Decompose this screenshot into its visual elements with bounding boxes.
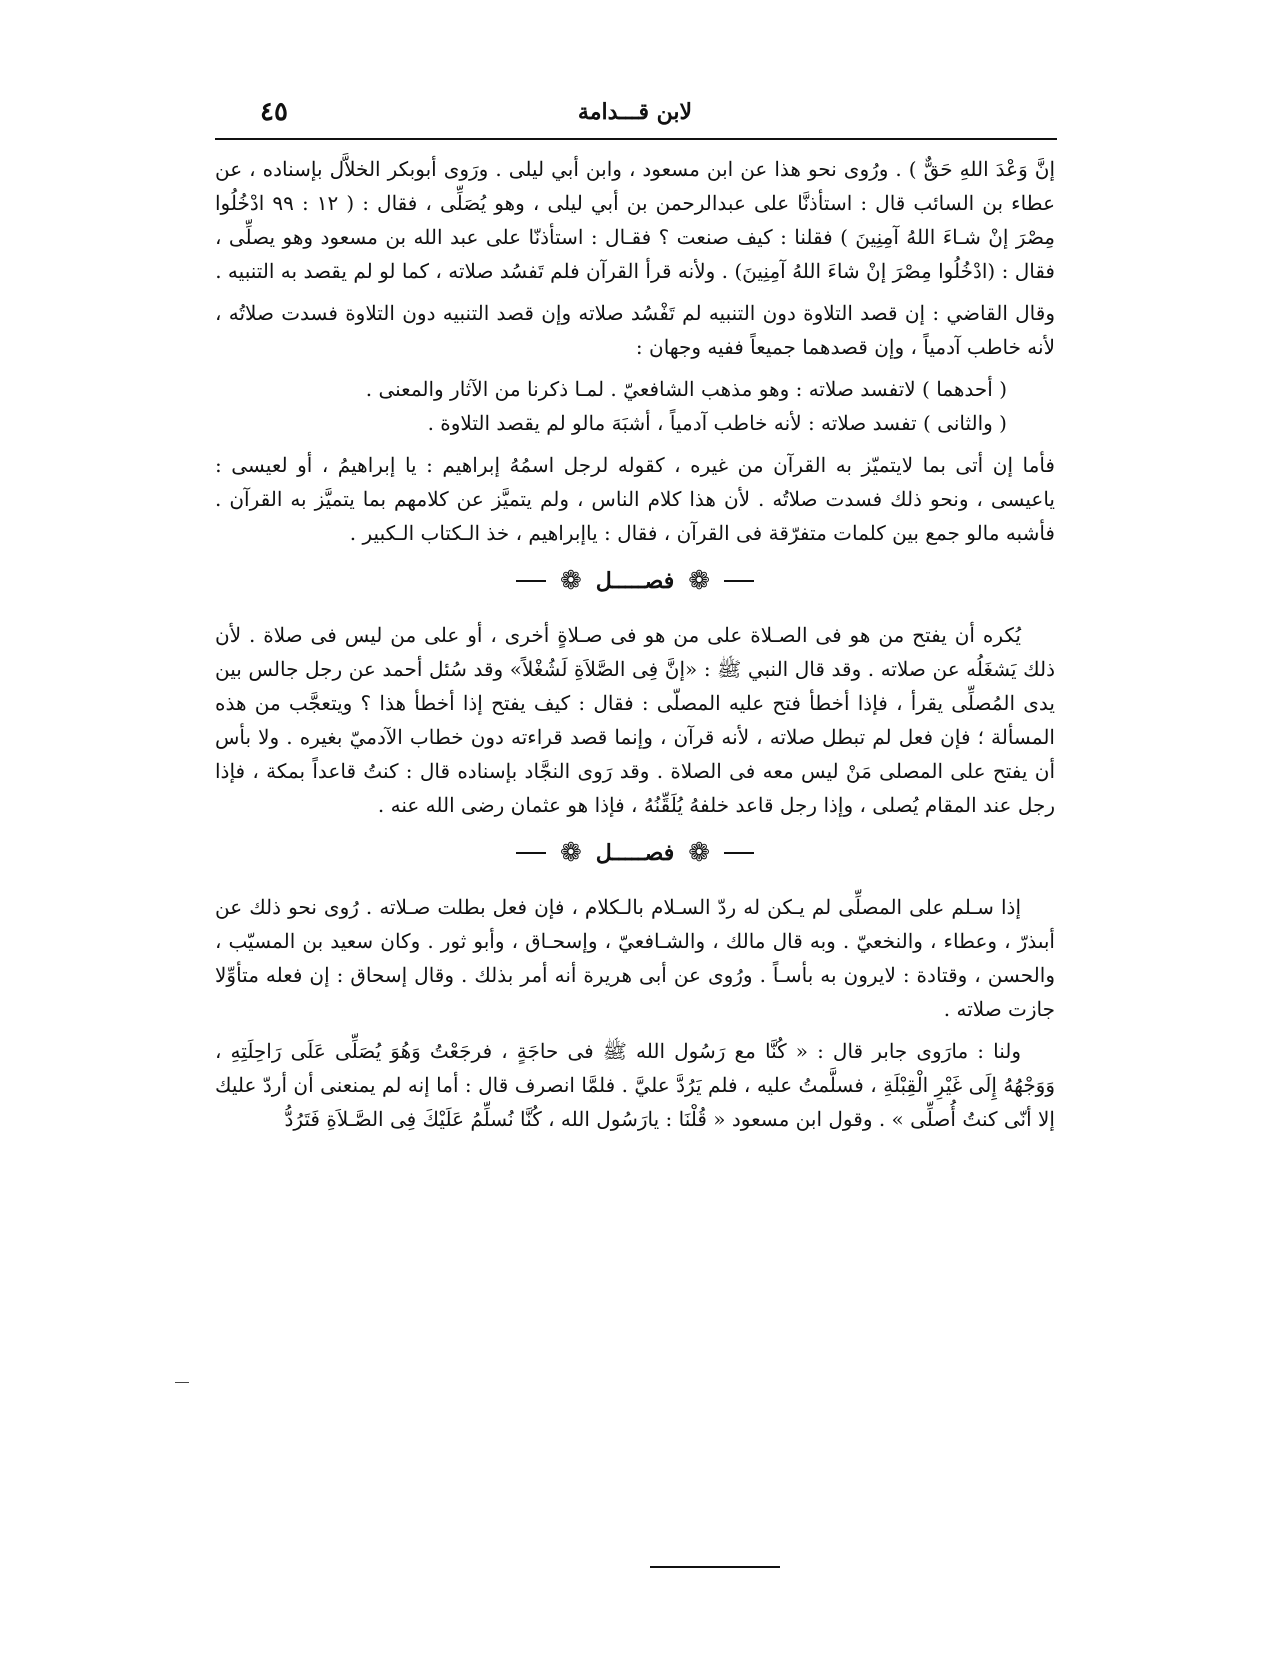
- ornament-icon: ❁: [559, 566, 582, 596]
- section-heading-word: فصـــــل: [595, 568, 675, 594]
- divider: [516, 852, 546, 854]
- paragraph: إنَّ وَعْدَ اللهِ حَقٌّ ) . ورُوى نحو هذا عن ابن مسعود ، وابن أبي ليلى . ورَوى أبوبكر الخلاَّل بإسناده ، عن عطاء بن السائب قال : استأذنَّا على عبدالرحمن بن أبي ليلى ، وهو يُصَلِّى ، فقال : ( ١٢ : ٩٩ ادْخُلُوا مِصْرَ إنْ شـاءَ اللهُ آمِنِينَ ) فقلنا : كيف صنعت ؟ فقـال : استأذنّا على عبد الله بن مسعود وهو يصلِّى ، فقال : (ادْخُلُوا مِصْرَ إنْ شاءَ اللهُ آمِنِينَ) . ولأنه قرأ القرآن فلم تَفسُد صلاته ، كما لو لم يقصد به التنبيه .: [215, 157, 1056, 283]
- footer-rule: [650, 1566, 780, 1568]
- page-body: [215, 152, 1055, 1144]
- page-number: ٤٥: [260, 97, 288, 127]
- list-item: ( أحدهما ) لاتفسد صلاته : وهو مذهب الشافعيّ . لمـا ذكرنا من الآثار والمعنى .: [365, 377, 1007, 401]
- page-header: [215, 95, 1055, 135]
- ornament-icon: ❁: [688, 838, 711, 868]
- divider: [724, 580, 754, 582]
- running-title: لابن قـــدامة: [577, 99, 693, 125]
- divider: [516, 580, 546, 582]
- paragraph: يُكره أن يفتح من هو فى الصـلاة على من هو فى صـلاةٍ أخرى ، أو على من ليس فى صلاة . لأن ذلك يَشغَلُه عن صلاته . وقد قال النبي ﷺ : «إنَّ فِى الصَّلاَةِ لَشُغْلاً» وقد سُئل أحمد عن رجل جالس بين يدى المُصلِّى يقرأ ، فإذا أخطأ فتح عليه المصلّى : فقال : كيف يفتح إذا أخطأ هذا ؟ ويتعجَّب من هذه المسألة ؛ فإن فعل لم تبطل صلاته ، لأنه قرآن ، وإنما قصد قراءته دون خطاب الآدميّ بغيره . ولا بأس أن يفتح على المصلى مَنْ ليس معه فى الصلاة . وقد رَوى النجَّاد بإسناده قال : كنتُ قاعداً بمكة ، فإذا رجل عند المقام يُصلى ، وإذا رجل قاعد خلفهُ يُلَقِّنُهُ ، فإذا هو عثمان رضى الله عنه .: [215, 623, 1055, 817]
- header-rule: [215, 138, 1057, 140]
- section-heading-word: فصـــــل: [595, 840, 675, 866]
- paragraph: فأما إن أتى بما لايتميّز به القرآن من غيره ، كقوله لرجل اسمُهُ إبراهيم : يا إبراهيمُ ، أو لعيسى : ياعيسى ، ونحو ذلك فسدت صلاتُه . لأن هذا كلام الناس ، ولم يتميَّز عن كلامهم بما يتميَّز به القرآن . فأشبه مالو جمع بين كلمات متفرّقة فى القرآن ، فقال : ياإبراهيم ، خذ الـكتاب الـكبير .: [215, 453, 1055, 545]
- section-heading: [215, 836, 1055, 870]
- divider: [724, 852, 754, 854]
- margin-mark: [175, 1382, 189, 1383]
- list-item: ( والثانى ) تفسد صلاته : لأنه خاطب آدمياً ، أشبَهَ مالو لم يقصد التلاوة .: [427, 411, 1007, 435]
- paragraph: وقال القاضي : إن قصد التلاوة دون التنبيه لم تَفْسُد صلاته وإن قصد التنبيه دون التلاوة فسدت صلاتُه ، لأنه خاطب آدمياً ، وإن قصدهما جميعاً ففيه وجهان :: [215, 301, 1055, 359]
- section-heading: [215, 564, 1055, 598]
- ornament-icon: ❁: [559, 838, 582, 868]
- ornament-icon: ❁: [688, 566, 711, 596]
- paragraph: إذا سـلم على المصلِّى لم يـكن له ردّ السـلام بالـكلام ، فإن فعل بطلت صـلاته . رُوى نحو ذلك عن أبىذرّ ، وعطاء ، والنخعيّ . وبه قال مالك ، والشـافعيّ ، وإسحـاق ، وأبو ثور . وكان سعيد بن المسيّب ، والحسن ، وقتادة : لايرون به بأسـاً . ورُوى عن أبى هريرة أنه أمر بذلك . وقال إسحاق : إن فعله متأوِّلا جازت صلاته .: [215, 895, 1055, 1021]
- paragraph: ولنا : مارَوى جابر قال : « كُنَّا مع رَسُول الله ﷺ فى حاجَةٍ ، فرجَعْتُ وَهُوَ يُصَلِّى عَلَى رَاحِلَتِهِ ، وَوَجْهُهُ إِلَى غَيْرِ الْقِبْلَةِ ، فسلَّمتُ عليه ، فلم يَرُدَّ عليَّ . فلمَّا انصرف قال : أما إنه لم يمنعنى أن أردّ عليك إلا أنّى كنتُ أُصلِّى » . وقول ابن مسعود « قُلْنَا : يارَسُول الله ، كُنَّا نُسلِّمُ عَلَيْكَ فِى الصَّـلاَةِ فَتَرُدُّ: [215, 1039, 1055, 1131]
